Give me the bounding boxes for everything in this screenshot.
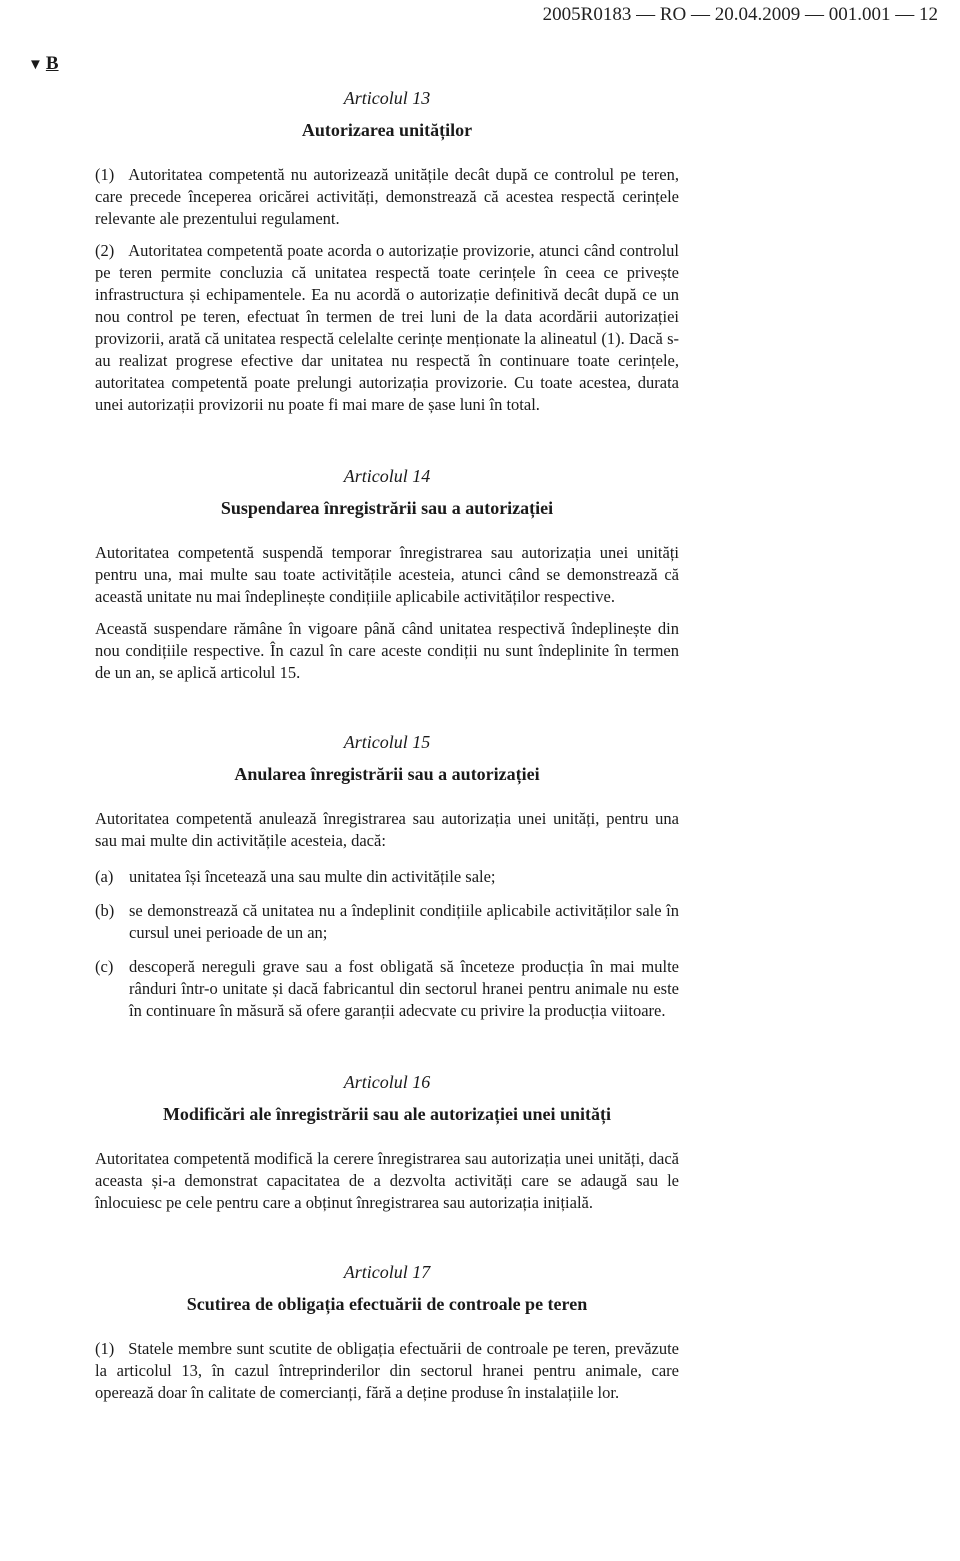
article-16 xyxy=(95,1070,679,1214)
document-body xyxy=(95,86,679,1414)
paragraph: Autoritatea competentă anulează înregistrarea sau autorizația unei unități, pentru una sau mai multe din activitățile acesteia, dacă: xyxy=(95,809,679,850)
article-number: Articolul 16 xyxy=(343,1072,431,1092)
paragraph: Autoritatea competentă suspendă temporar înregistrarea sau autorizația unei unități pentru una, mai multe sau toate activitățile acesteia, atunci când se demonstrează că această unitate nu mai îndeplinește condițiile aplicabile activităților respective. xyxy=(95,543,679,606)
page-header: 2005R0183 — RO — 20.04.2009 — 001.001 — 12 xyxy=(542,4,938,25)
paragraph: Această suspendare rămâne în vigoare până când unitatea respectivă îndeplinește din nou condițiile respective. În cazul în care aceste condiții nu sunt îndeplinite în termen de un an, se aplică articolul 15. xyxy=(95,619,679,682)
list-item xyxy=(95,900,679,944)
article-number: Articolul 14 xyxy=(343,466,431,486)
paragraph-number: (1) xyxy=(95,1339,115,1358)
paragraph: Autoritatea competentă modifică la cerere înregistrarea sau autorizația unei unități, dacă aceasta și-a demonstrat capacitatea de a dezvolta activități care se adaugă sau le înlocuiesc pe cele pentru care a obținut înregistrarea sau autorizația inițială. xyxy=(95,1149,679,1212)
version-marker-label: B xyxy=(45,53,59,74)
article-number: Articolul 13 xyxy=(343,88,431,108)
list-item xyxy=(95,866,679,888)
triangle-down-icon: ▼ xyxy=(28,57,43,73)
list-item-label: (b) xyxy=(95,901,115,920)
article-title: Modificări ale înregistrării sau ale autorizației unei unități xyxy=(162,1104,612,1124)
article-17 xyxy=(95,1260,679,1404)
article-15 xyxy=(95,730,679,1022)
paragraph xyxy=(95,1338,679,1404)
paragraph-text: Autoritatea competentă nu autorizează unitățile decât după ce controlul pe teren, care precede începerea oricărei activități, demonstrează că acestea respectă cerințele relevante ale prezentului regulament. xyxy=(95,165,679,228)
list-item-text: unitatea își încetează una sau multe din activitățile sale; xyxy=(129,867,496,886)
paragraph-number: (2) xyxy=(95,241,115,260)
article-title: Suspendarea înregistrării sau a autorizației xyxy=(220,498,554,518)
list-item-text: se demonstrează că unitatea nu a îndeplinit condițiile aplicabile activităților sale în cursul unei perioade de un an; xyxy=(129,901,679,942)
article-number: Articolul 17 xyxy=(343,1262,431,1282)
list-item-text: descoperă nereguli grave sau a fost obligată să înceteze producția în mai multe rânduri într-o unitate și dacă fabricantul din sectorul hranei pentru animale nu este în continuare în măsură să ofere garanții adecvate cu privire la producția viitoare. xyxy=(129,957,679,1020)
paragraph xyxy=(95,240,679,416)
article-14 xyxy=(95,464,679,684)
paragraph xyxy=(95,164,679,230)
article-13 xyxy=(95,86,679,416)
article-title: Scutirea de obligația efectuării de controale pe teren xyxy=(186,1294,588,1314)
paragraph-number: (1) xyxy=(95,165,115,184)
list-item-label: (c) xyxy=(95,957,114,976)
paragraph-text: Statele membre sunt scutite de obligația efectuării de controale pe teren, prevăzute la articolul 13, în cazul întreprinderilor din sectorul hranei pentru animale, care operează doar în calitate de comercianți, fără a deține produse în instalațiile lor. xyxy=(95,1339,679,1402)
version-marker xyxy=(28,52,59,77)
article-title: Autorizarea unităților xyxy=(301,120,473,140)
paragraph-text: Autoritatea competentă poate acorda o autorizație provizorie, atunci când controlul pe teren permite concluzia că unitatea respectă toate cerințele în ceea ce privește infrastructura și echipamentele. Ea nu acordă o autorizație definitivă decât după ce un nou control pe teren, efectuat în termen de trei luni de la data acordării autorizației provizorii, arată că unitatea respectă celelalte cerințe menționate la alineatul (1). Dacă s-au realizat progrese efective dar unitatea nu respectă în continuare toate cerințele, autoritatea competentă poate prelungi autorizația provizorie. Cu toate acestea, durata unei autorizații provizorii nu poate fi mai mare de șase luni în total. xyxy=(95,241,679,414)
article-title: Anularea înregistrării sau a autorizației xyxy=(234,764,540,784)
article-number: Articolul 15 xyxy=(343,732,431,752)
list-item xyxy=(95,956,679,1022)
list-item-label: (a) xyxy=(95,867,114,886)
